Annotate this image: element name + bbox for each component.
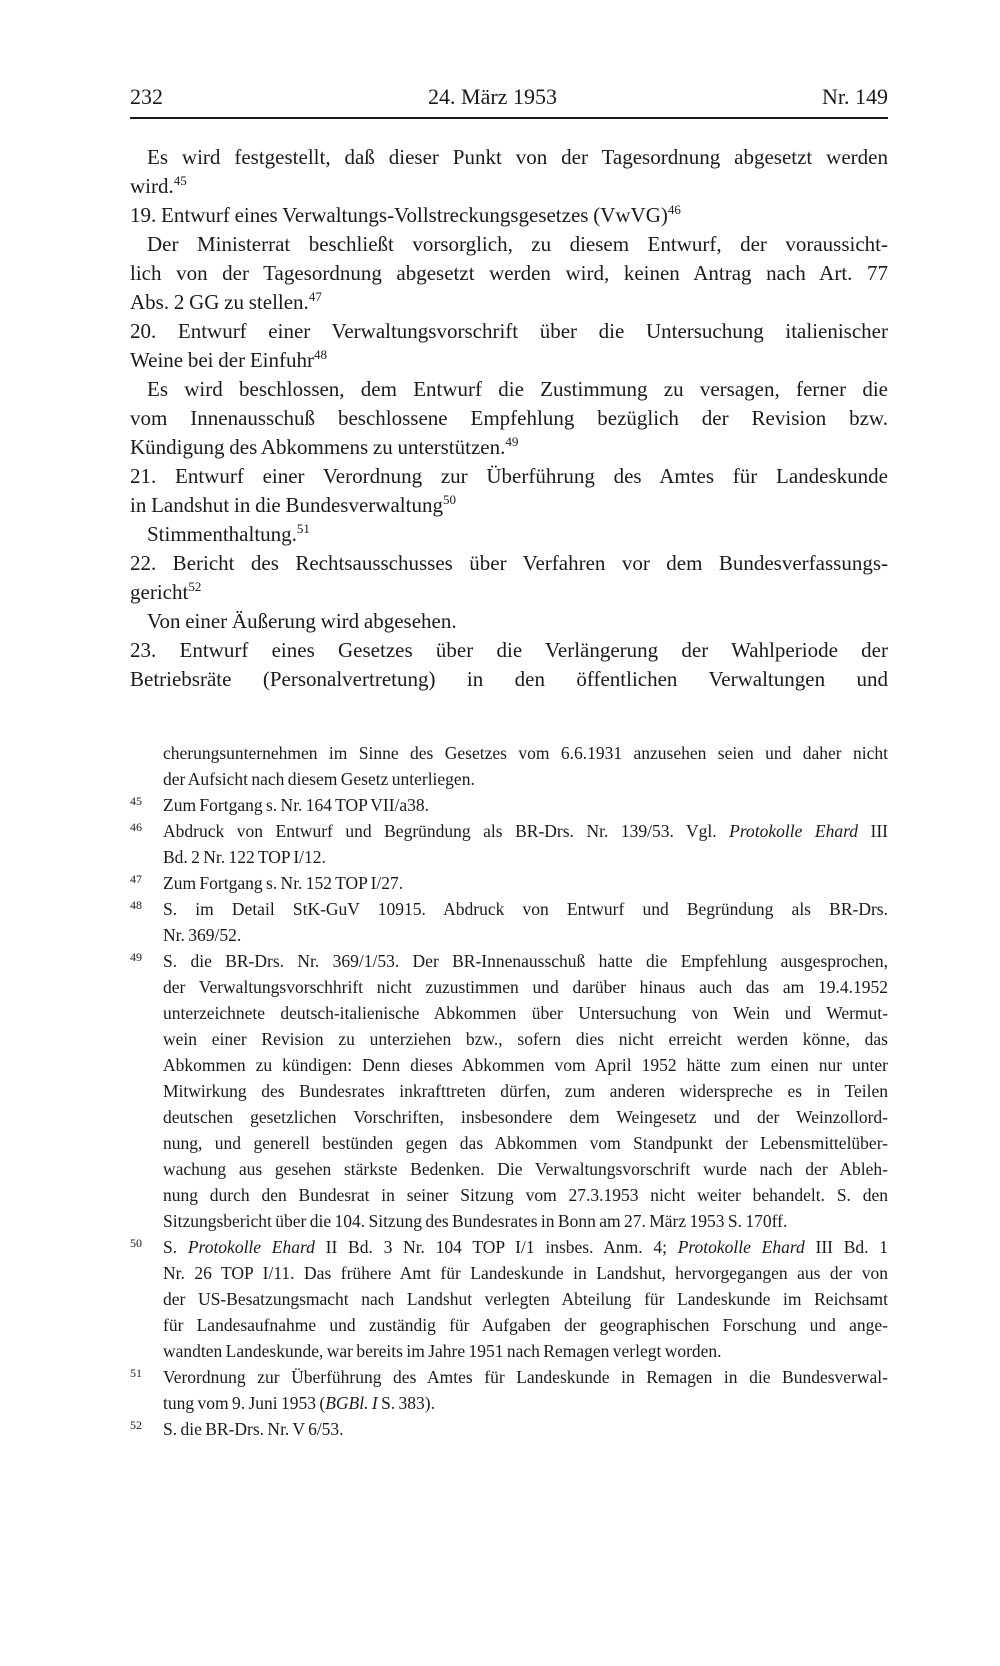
text-run: 22. Bericht des Rechtsausschusses über Verfahren vor dem Bundesverfassungs-: [130, 551, 888, 575]
text-run: Zum Fortgang s. Nr. 164 TOP VII/a38.: [163, 795, 430, 815]
text-run: deutschen gesetzlichen Vorschriften, insbesondere dem Weingesetz und der Weinzollord-: [163, 1107, 888, 1127]
text-run: für Landesaufnahme und zuständig für Aufgaben der geographischen Forschung und ange-: [163, 1315, 888, 1335]
footnote-47: [130, 870, 888, 896]
text-run: S. die BR-Drs. Nr. V 6/53.: [163, 1419, 344, 1439]
text-run: vom Innenausschuß beschlossene Empfehlung bezüglich der Revision bzw.: [130, 406, 888, 430]
text-line: [130, 549, 888, 578]
text-block: [130, 84, 888, 1442]
footnote-continuation: [130, 740, 888, 792]
footnote-50: [130, 1234, 888, 1364]
text-run: nung durch den Bundesrat in seiner Sitzung vom 27.3.1953 nicht weiter behandelt. S. den: [163, 1185, 888, 1205]
text-run: S. im Detail StK-GuV 10915. Abdruck von Entwurf und Begründung als BR-Drs.: [163, 899, 888, 919]
text-run: in Landshut in die Bundesverwaltung: [130, 493, 443, 517]
text-run: III: [858, 821, 888, 841]
footnote-ref: 52: [188, 579, 202, 594]
text-run: der US-Besatzungsmacht nach Landshut verlegten Abteilung für Landeskunde im Reichsamt: [163, 1289, 888, 1309]
text-run: Kündigung des Abkommens zu unterstützen.: [130, 435, 506, 459]
text-line: [163, 1312, 888, 1338]
text-line: [130, 143, 888, 172]
text-line: [163, 922, 888, 948]
text-run: gericht: [130, 580, 189, 604]
italic-citation: BGBl. I: [325, 1393, 378, 1413]
text-run: S. die BR-Drs. Nr. 369/1/53. Der BR-Innenausschuß hatte die Empfehlung ausgesprochen,: [163, 951, 888, 971]
text-line: [163, 1390, 888, 1416]
text-line: [163, 1156, 888, 1182]
text-run: Bd. 2 Nr. 122 TOP I/12.: [163, 847, 326, 867]
text-line: [163, 1208, 888, 1234]
footnote-ref: 50: [442, 492, 456, 507]
text-run: Abkommen zu kündigen: Denn dieses Abkommen vom April 1952 hätte zum einen nur unter: [163, 1055, 888, 1075]
text-run: Es wird beschlossen, dem Entwurf die Zustimmung zu versagen, ferner die: [147, 377, 888, 401]
text-line: [130, 288, 888, 317]
text-line: [163, 948, 888, 974]
text-run: 23. Entwurf eines Gesetzes über die Verlängerung der Wahlperiode der: [130, 638, 888, 662]
text-line: [130, 433, 888, 462]
text-run: lich von der Tagesordnung abgesetzt werden wird, keinen Antrag nach Art. 77: [130, 261, 888, 285]
agenda-item-22: [130, 549, 888, 607]
resolution-paragraph: [130, 143, 888, 201]
text-run: unterzeichnete deutsch-italienische Abkommen über Untersuchung von Wein und Wermut-: [163, 1003, 888, 1023]
text-run: wandten Landeskunde, war bereits im Jahre 1951 nach Remagen verlegt worden.: [163, 1341, 722, 1361]
agenda-item-21: [130, 462, 888, 520]
text-line: [163, 792, 888, 818]
text-line: [163, 1364, 888, 1390]
footnote-51: [130, 1364, 888, 1416]
footnote-ref: 48: [313, 347, 327, 362]
footnote-number: 49: [130, 950, 142, 964]
text-run: tung vom 9. Juni 1953 (: [163, 1393, 326, 1413]
text-run: S. 383).: [377, 1393, 436, 1413]
text-line: [163, 1130, 888, 1156]
footnotes-section: [130, 740, 888, 1442]
agenda-item-19: [130, 201, 888, 230]
text-line: [130, 259, 888, 288]
text-run: Von einer Äußerung wird abgesehen.: [147, 609, 457, 633]
text-run: 19. Entwurf eines Verwaltungs-Vollstreckungsgesetzes (VwVG): [130, 203, 668, 227]
text-run: Nr. 369/52.: [163, 925, 242, 945]
footnote-ref: 49: [505, 434, 519, 449]
text-line: [163, 818, 888, 844]
text-line: [130, 578, 888, 607]
text-line: [130, 404, 888, 433]
text-line: [163, 1286, 888, 1312]
text-run: Betriebsräte (Personalvertretung) in den öffentlichen Verwaltungen und: [130, 667, 888, 691]
text-line: [163, 1026, 888, 1052]
footnote-number: 45: [130, 794, 142, 808]
text-run: wird.: [130, 174, 174, 198]
text-line: [163, 870, 888, 896]
text-line: [130, 201, 888, 230]
text-line: [130, 491, 888, 520]
text-line: [163, 1078, 888, 1104]
page-number: 232: [130, 84, 163, 109]
resolution-paragraph: [130, 520, 888, 549]
footnote-number: 48: [130, 898, 142, 912]
text-line: [130, 462, 888, 491]
text-line: [130, 636, 888, 665]
header-date: 24. März 1953: [428, 84, 557, 109]
text-run: Weine bei der Einfuhr: [130, 348, 314, 372]
text-line: [130, 346, 888, 375]
text-run: Stimmenthaltung.: [147, 522, 297, 546]
running-header: [130, 84, 888, 119]
text-run: Verordnung zur Überführung des Amtes für Landeskunde in Remagen in die Bundesverwal-: [163, 1367, 888, 1387]
footnote-ref: 51: [296, 521, 310, 536]
footnote-45: [130, 792, 888, 818]
text-run: wein einer Revision zu unterziehen bzw., sofern dies nicht erreicht werden könne, das: [163, 1029, 888, 1049]
text-line: [163, 740, 888, 766]
text-run: Nr. 26 TOP I/11. Das frühere Amt für Landeskunde in Landshut, hervorgegangen aus der von: [163, 1263, 888, 1283]
italic-citation: Protokolle Ehard: [187, 1237, 315, 1257]
text-run: 21. Entwurf einer Verordnung zur Überführung des Amtes für Landeskunde: [130, 464, 888, 488]
text-run: 20. Entwurf einer Verwaltungsvorschrift über die Untersuchung italienischer: [130, 319, 888, 343]
footnote-49: [130, 948, 888, 1234]
text-run: Es wird festgestellt, daß dieser Punkt von der Tagesordnung abgesetzt werden: [147, 145, 888, 169]
text-run: II Bd. 3 Nr. 104 TOP I/1 insbes. Anm. 4;: [314, 1237, 678, 1257]
text-line: [163, 766, 888, 792]
agenda-item-20: [130, 317, 888, 375]
text-run: der Aufsicht nach diesem Gesetz unterliegen.: [163, 769, 475, 789]
main-text: [130, 143, 888, 694]
footnote-number: 46: [130, 820, 142, 834]
text-run: nung, und generell bestünden gegen das Abkommen vom Standpunkt der Lebensmittelüber-: [163, 1133, 888, 1153]
text-line: [163, 1416, 888, 1442]
text-line: [163, 1052, 888, 1078]
footnote-number: 50: [130, 1236, 142, 1250]
footnote-number: 51: [130, 1366, 142, 1380]
text-run: Zum Fortgang s. Nr. 152 TOP I/27.: [163, 873, 404, 893]
italic-citation: Protokolle Ehard: [729, 821, 859, 841]
text-run: Sitzungsbericht über die 104. Sitzung des Bundesrates in Bonn am 27. März 1953 S. 170ff.: [163, 1211, 788, 1231]
text-run: wachung aus gesehen stärkste Bedenken. Die Verwaltungsvorschrift wurde nach der Ableh-: [163, 1159, 888, 1179]
text-run: Mitwirkung des Bundesrates inkrafttreten dürfen, zum anderen widerspreche es in Teilen: [163, 1081, 888, 1101]
text-line: [130, 375, 888, 404]
text-line: [163, 1000, 888, 1026]
resolution-paragraph: [130, 375, 888, 462]
text-line: [130, 665, 888, 694]
italic-citation: Protokolle Ehard: [677, 1237, 805, 1257]
text-line: [130, 607, 888, 636]
text-line: [163, 1260, 888, 1286]
text-line: [130, 172, 888, 201]
agenda-item-23: [130, 636, 888, 694]
text-line: [163, 1104, 888, 1130]
footnote-ref: 46: [667, 202, 681, 217]
footnote-number: 47: [130, 872, 142, 886]
footnote-46: [130, 818, 888, 870]
text-run: III Bd. 1: [804, 1237, 888, 1257]
footnote-48: [130, 896, 888, 948]
text-line: [130, 230, 888, 259]
text-line: [163, 974, 888, 1000]
text-run: cherungsunternehmen im Sinne des Gesetzes vom 6.6.1931 anzusehen seien und daher nicht: [163, 743, 888, 763]
document-number: Nr. 149: [821, 84, 888, 109]
text-run: S.: [163, 1237, 188, 1257]
footnote-52: [130, 1416, 888, 1442]
text-run: Der Ministerrat beschließt vorsorglich, zu diesem Entwurf, der voraussicht-: [147, 232, 888, 256]
resolution-paragraph: [130, 230, 888, 317]
resolution-paragraph: [130, 607, 888, 636]
text-line: [163, 844, 888, 870]
text-line: [163, 1338, 888, 1364]
footnote-ref: 47: [308, 289, 322, 304]
footnote-number: 52: [130, 1418, 142, 1432]
text-line: [130, 317, 888, 346]
text-line: [130, 520, 888, 549]
text-run: Abs. 2 GG zu stellen.: [130, 290, 309, 314]
text-line: [163, 1182, 888, 1208]
text-run: Abdruck von Entwurf und Begründung als BR-Drs. Nr. 139/53. Vgl.: [163, 821, 730, 841]
text-run: der Verwaltungsvorschhrift nicht zuzustimmen und darüber hinaus auch das am 19.4.1952: [163, 977, 888, 997]
text-line: [163, 896, 888, 922]
footnote-ref: 45: [173, 173, 187, 188]
text-line: [163, 1234, 888, 1260]
